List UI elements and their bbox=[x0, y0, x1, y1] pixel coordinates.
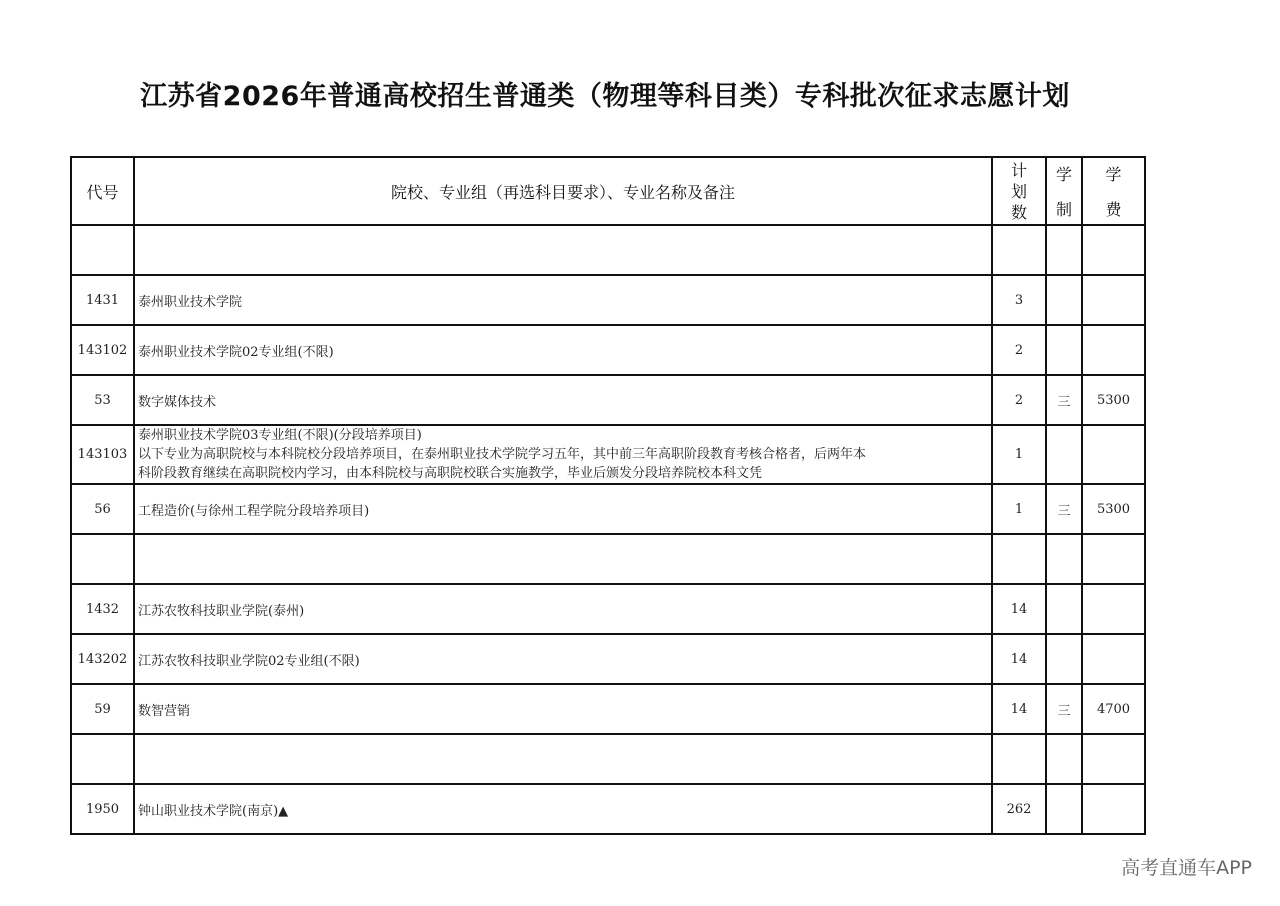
table-header-row bbox=[71, 157, 1145, 225]
cell-code: 1432 bbox=[71, 584, 134, 634]
cell-code: 1431 bbox=[71, 275, 134, 325]
cell-duration: 三 bbox=[1046, 484, 1082, 534]
cell-name bbox=[134, 734, 992, 784]
page-title: 江苏省2026年普通高校招生普通类（物理等科目类）专科批次征求志愿计划 bbox=[140, 81, 1070, 112]
header-plan-char: 数 bbox=[1010, 202, 1027, 222]
cell-name bbox=[134, 225, 992, 275]
cell-duration bbox=[1046, 325, 1082, 375]
header-duration bbox=[1046, 157, 1082, 225]
cell-duration bbox=[1046, 584, 1082, 634]
cell-name bbox=[134, 425, 992, 484]
cell-fee bbox=[1082, 225, 1145, 275]
cell-duration bbox=[1046, 534, 1082, 584]
header-plan bbox=[992, 157, 1046, 225]
cell-plan: 14 bbox=[992, 634, 1046, 684]
cell-plan bbox=[992, 734, 1046, 784]
cell-plan: 1 bbox=[992, 425, 1046, 484]
cell-name-line: 科阶段教育继续在高职院校内学习，由本科院校与高职院校联合实施教学，毕业后颁发分段培养院校本科文凭 bbox=[138, 466, 763, 481]
watermark-text: 高考直通车APP bbox=[1121, 857, 1252, 879]
cell-duration bbox=[1046, 734, 1082, 784]
cell-code bbox=[71, 534, 134, 584]
cell-duration bbox=[1046, 225, 1082, 275]
cell-code: 143102 bbox=[71, 325, 134, 375]
cell-fee bbox=[1082, 325, 1145, 375]
cell-fee bbox=[1082, 734, 1145, 784]
table-row bbox=[71, 225, 1145, 275]
cell-name: 江苏农牧科技职业学院02专业组(不限) bbox=[134, 634, 992, 684]
cell-name: 数智营销 bbox=[134, 684, 992, 734]
cell-plan: 3 bbox=[992, 275, 1046, 325]
cell-code: 143202 bbox=[71, 634, 134, 684]
cell-name bbox=[134, 534, 992, 584]
cell-duration: 三 bbox=[1046, 375, 1082, 425]
table-row bbox=[71, 584, 1145, 634]
cell-code: 1950 bbox=[71, 784, 134, 834]
table-row bbox=[71, 275, 1145, 325]
cell-name-line: 泰州职业技术学院03专业组(不限)(分段培养项目) bbox=[138, 428, 422, 443]
cell-fee bbox=[1082, 425, 1145, 484]
cell-plan: 14 bbox=[992, 584, 1046, 634]
table-row bbox=[71, 784, 1145, 834]
cell-fee bbox=[1082, 534, 1145, 584]
cell-fee bbox=[1082, 634, 1145, 684]
cell-fee: 4700 bbox=[1082, 684, 1145, 734]
cell-fee: 5300 bbox=[1082, 484, 1145, 534]
header-fee-char: 学 bbox=[1105, 165, 1122, 184]
cell-code bbox=[71, 225, 134, 275]
cell-fee bbox=[1082, 275, 1145, 325]
cell-name: 泰州职业技术学院02专业组(不限) bbox=[134, 325, 992, 375]
cell-fee bbox=[1082, 584, 1145, 634]
cell-plan: 2 bbox=[992, 375, 1046, 425]
table-row bbox=[71, 375, 1145, 425]
cell-name-line: 以下专业为高职院校与本科院校分段培养项目，在泰州职业技术学院学习五年，其中前三年高职阶段教育考核合格者，后两年本 bbox=[138, 447, 867, 462]
table-row bbox=[71, 484, 1145, 534]
cell-code: 59 bbox=[71, 684, 134, 734]
cell-code: 56 bbox=[71, 484, 134, 534]
cell-plan bbox=[992, 534, 1046, 584]
cell-duration: 三 bbox=[1046, 684, 1082, 734]
cell-duration bbox=[1046, 425, 1082, 484]
header-plan-char: 计 bbox=[1010, 160, 1027, 180]
cell-name: 钟山职业技术学院(南京)▲ bbox=[134, 784, 992, 834]
header-name: 院校、专业组（再选科目要求）、专业名称及备注 bbox=[134, 157, 992, 225]
cell-duration bbox=[1046, 275, 1082, 325]
cell-plan: 262 bbox=[992, 784, 1046, 834]
table-row bbox=[71, 534, 1145, 584]
cell-plan: 14 bbox=[992, 684, 1046, 734]
header-fee bbox=[1082, 157, 1145, 225]
cell-code: 53 bbox=[71, 375, 134, 425]
cell-fee bbox=[1082, 784, 1145, 834]
cell-plan bbox=[992, 225, 1046, 275]
cell-name: 江苏农牧科技职业学院(泰州) bbox=[134, 584, 992, 634]
table-row bbox=[71, 734, 1145, 784]
table-row bbox=[71, 634, 1145, 684]
header-fee-char: 费 bbox=[1105, 200, 1122, 219]
cell-plan: 1 bbox=[992, 484, 1046, 534]
cell-name: 泰州职业技术学院 bbox=[134, 275, 992, 325]
admission-plan-table bbox=[70, 156, 1146, 835]
cell-name: 数字媒体技术 bbox=[134, 375, 992, 425]
cell-duration bbox=[1046, 634, 1082, 684]
cell-code: 143103 bbox=[71, 425, 134, 484]
header-duration-char: 学 bbox=[1055, 165, 1072, 184]
table-row bbox=[71, 425, 1145, 484]
cell-code bbox=[71, 734, 134, 784]
cell-fee: 5300 bbox=[1082, 375, 1145, 425]
header-code: 代号 bbox=[71, 157, 134, 225]
cell-plan: 2 bbox=[992, 325, 1046, 375]
table-row bbox=[71, 684, 1145, 734]
cell-duration bbox=[1046, 784, 1082, 834]
header-duration-char: 制 bbox=[1055, 200, 1072, 219]
table-row bbox=[71, 325, 1145, 375]
header-plan-char: 划 bbox=[1010, 181, 1027, 201]
cell-name: 工程造价(与徐州工程学院分段培养项目) bbox=[134, 484, 992, 534]
